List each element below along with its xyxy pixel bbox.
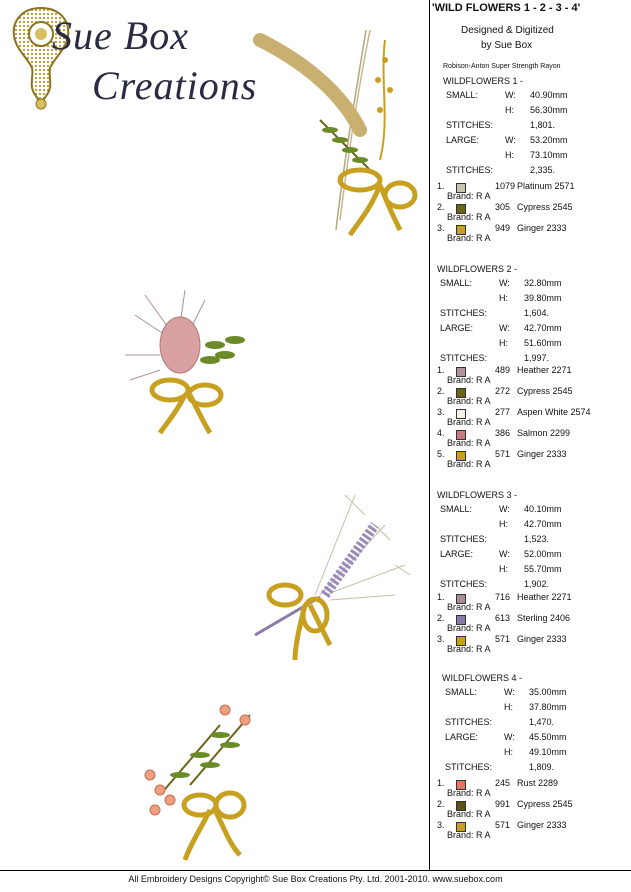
small-h-label: H:	[504, 702, 513, 712]
color-number: 3.	[437, 634, 445, 644]
wildflowers-1-image	[240, 20, 420, 250]
thread-name: Ginger 2333	[517, 634, 567, 644]
thread-name: Cypress 2545	[517, 799, 573, 809]
small-stitches: 1,801.	[530, 120, 556, 130]
logo	[0, 0, 260, 115]
thread-name: Heather 2271	[517, 365, 572, 375]
logo-line2: Creations	[92, 63, 258, 108]
large-height: 49.10mm	[529, 747, 567, 757]
thread-brand: Robison-Anton Super Strength Rayon	[443, 63, 561, 70]
large-h-label: H:	[499, 338, 508, 348]
color-number: 1.	[437, 181, 445, 191]
small-label: SMALL:	[440, 504, 473, 514]
brand-label: Brand: R A	[447, 644, 491, 654]
large-label: LARGE:	[440, 323, 474, 333]
small-width: 40.10mm	[524, 504, 562, 514]
small-h-label: H:	[499, 519, 508, 529]
large-label: LARGE:	[446, 135, 480, 145]
small-stitches: 1,604.	[524, 308, 550, 318]
thread-code: 245	[495, 778, 511, 788]
design-title: WILDFLOWERS 1 -	[443, 76, 524, 86]
by-label: by Sue Box	[481, 40, 533, 51]
small-width: 35.00mm	[529, 687, 567, 697]
small-h-label: H:	[499, 293, 508, 303]
thread-name: Ginger 2333	[517, 223, 567, 233]
color-number: 3.	[437, 407, 445, 417]
thread-code: 949	[495, 223, 511, 233]
large-label: LARGE:	[445, 732, 479, 742]
small-label: SMALL:	[440, 278, 473, 288]
large-stitches: 2,335.	[530, 165, 556, 175]
color-number: 2.	[437, 799, 445, 809]
thread-name: Sterling 2406	[517, 613, 571, 623]
large-height: 73.10mm	[530, 150, 568, 160]
large-stitches-label: STITCHES:	[446, 165, 494, 175]
wildflowers-3-image	[245, 485, 415, 665]
thread-name: Heather 2271	[517, 592, 572, 602]
thread-code: 489	[495, 365, 511, 375]
wildflowers-2-image	[115, 285, 265, 435]
large-h-label: H:	[505, 150, 514, 160]
small-h-label: H:	[505, 105, 514, 115]
color-number: 1.	[437, 365, 445, 375]
design-title: WILDFLOWERS 2 -	[437, 264, 518, 274]
large-stitches-label: STITCHES:	[440, 353, 488, 363]
thread-code: 571	[495, 634, 511, 644]
small-stitches-label: STITCHES:	[445, 717, 493, 727]
large-w-label: W:	[504, 732, 515, 742]
small-width: 32.80mm	[524, 278, 562, 288]
brand-label: Brand: R A	[447, 459, 491, 469]
wildflowers-4-image	[130, 695, 280, 865]
thread-name: Platinum 2571	[517, 181, 575, 191]
color-number: 1.	[437, 778, 445, 788]
small-stitches-label: STITCHES:	[440, 308, 488, 318]
thread-code: 386	[495, 428, 511, 438]
small-height: 42.70mm	[524, 519, 562, 529]
large-height: 55.70mm	[524, 564, 562, 574]
large-w-label: W:	[505, 135, 516, 145]
brand-label: Brand: R A	[447, 233, 491, 243]
brand-label: Brand: R A	[447, 623, 491, 633]
page-title: 'WILD FLOWERS 1 - 2 - 3 - 4'	[432, 2, 581, 14]
small-label: SMALL:	[446, 90, 479, 100]
logo-line1: Sue Box	[52, 13, 189, 58]
small-height: 37.80mm	[529, 702, 567, 712]
small-height: 39.80mm	[524, 293, 562, 303]
large-h-label: H:	[504, 747, 513, 757]
small-stitches: 1,523.	[524, 534, 550, 544]
thread-code: 716	[495, 592, 511, 602]
large-stitches-label: STITCHES:	[440, 579, 488, 589]
color-number: 3.	[437, 223, 445, 233]
column-divider	[429, 0, 430, 870]
small-height: 56.30mm	[530, 105, 568, 115]
color-number: 4.	[437, 428, 445, 438]
large-stitches: 1,902.	[524, 579, 550, 589]
thread-code: 571	[495, 449, 511, 459]
thread-code: 991	[495, 799, 511, 809]
thread-name: Rust 2289	[517, 778, 559, 788]
color-number: 2.	[437, 613, 445, 623]
large-w-label: W:	[499, 323, 510, 333]
color-number: 1.	[437, 592, 445, 602]
brand-label: Brand: R A	[447, 830, 491, 840]
large-w-label: W:	[499, 549, 510, 559]
large-stitches: 1,997.	[524, 353, 550, 363]
thread-name: Aspen White 2574	[517, 407, 591, 417]
thread-code: 272	[495, 386, 511, 396]
small-w-label: W:	[505, 90, 516, 100]
color-number: 5.	[437, 449, 445, 459]
brand-label: Brand: R A	[447, 809, 491, 819]
color-number: 3.	[437, 820, 445, 830]
thread-name: Cypress 2545	[517, 202, 573, 212]
color-number: 2.	[437, 386, 445, 396]
small-stitches-label: STITCHES:	[446, 120, 494, 130]
footer-copyright: All Embroidery Designs Copyright© Sue Box Creations Pty. Ltd. 2001-2010. www.suebox.com	[128, 874, 503, 884]
small-w-label: W:	[499, 278, 510, 288]
large-width: 52.00mm	[524, 549, 562, 559]
brand-label: Brand: R A	[447, 212, 491, 222]
thread-code: 277	[495, 407, 511, 417]
large-height: 51.60mm	[524, 338, 562, 348]
color-number: 2.	[437, 202, 445, 212]
brand-label: Brand: R A	[447, 417, 491, 427]
thread-name: Cypress 2545	[517, 386, 573, 396]
small-label: SMALL:	[445, 687, 478, 697]
brand-label: Brand: R A	[447, 438, 491, 448]
small-stitches-label: STITCHES:	[440, 534, 488, 544]
thread-name: Ginger 2333	[517, 820, 567, 830]
thread-code: 571	[495, 820, 511, 830]
large-width: 45.50mm	[529, 732, 567, 742]
small-stitches: 1,470.	[529, 717, 555, 727]
large-stitches: 1,809.	[529, 762, 555, 772]
thread-name: Ginger 2333	[517, 449, 567, 459]
footer-divider	[0, 870, 631, 871]
thread-code: 613	[495, 613, 511, 623]
brand-label: Brand: R A	[447, 788, 491, 798]
small-w-label: W:	[504, 687, 515, 697]
design-title: WILDFLOWERS 3 -	[437, 490, 518, 500]
brand-label: Brand: R A	[447, 375, 491, 385]
small-width: 40.90mm	[530, 90, 568, 100]
designed-label: Designed & Digitized	[461, 25, 554, 36]
brand-label: Brand: R A	[447, 602, 491, 612]
large-stitches-label: STITCHES:	[445, 762, 493, 772]
small-w-label: W:	[499, 504, 510, 514]
large-h-label: H:	[499, 564, 508, 574]
brand-label: Brand: R A	[447, 191, 491, 201]
thread-name: Salmon 2299	[517, 428, 571, 438]
large-width: 53.20mm	[530, 135, 568, 145]
large-label: LARGE:	[440, 549, 474, 559]
large-width: 42.70mm	[524, 323, 562, 333]
thread-code: 1079	[495, 181, 516, 191]
design-title: WILDFLOWERS 4 -	[442, 673, 523, 683]
brand-label: Brand: R A	[447, 396, 491, 406]
thread-code: 305	[495, 202, 511, 212]
